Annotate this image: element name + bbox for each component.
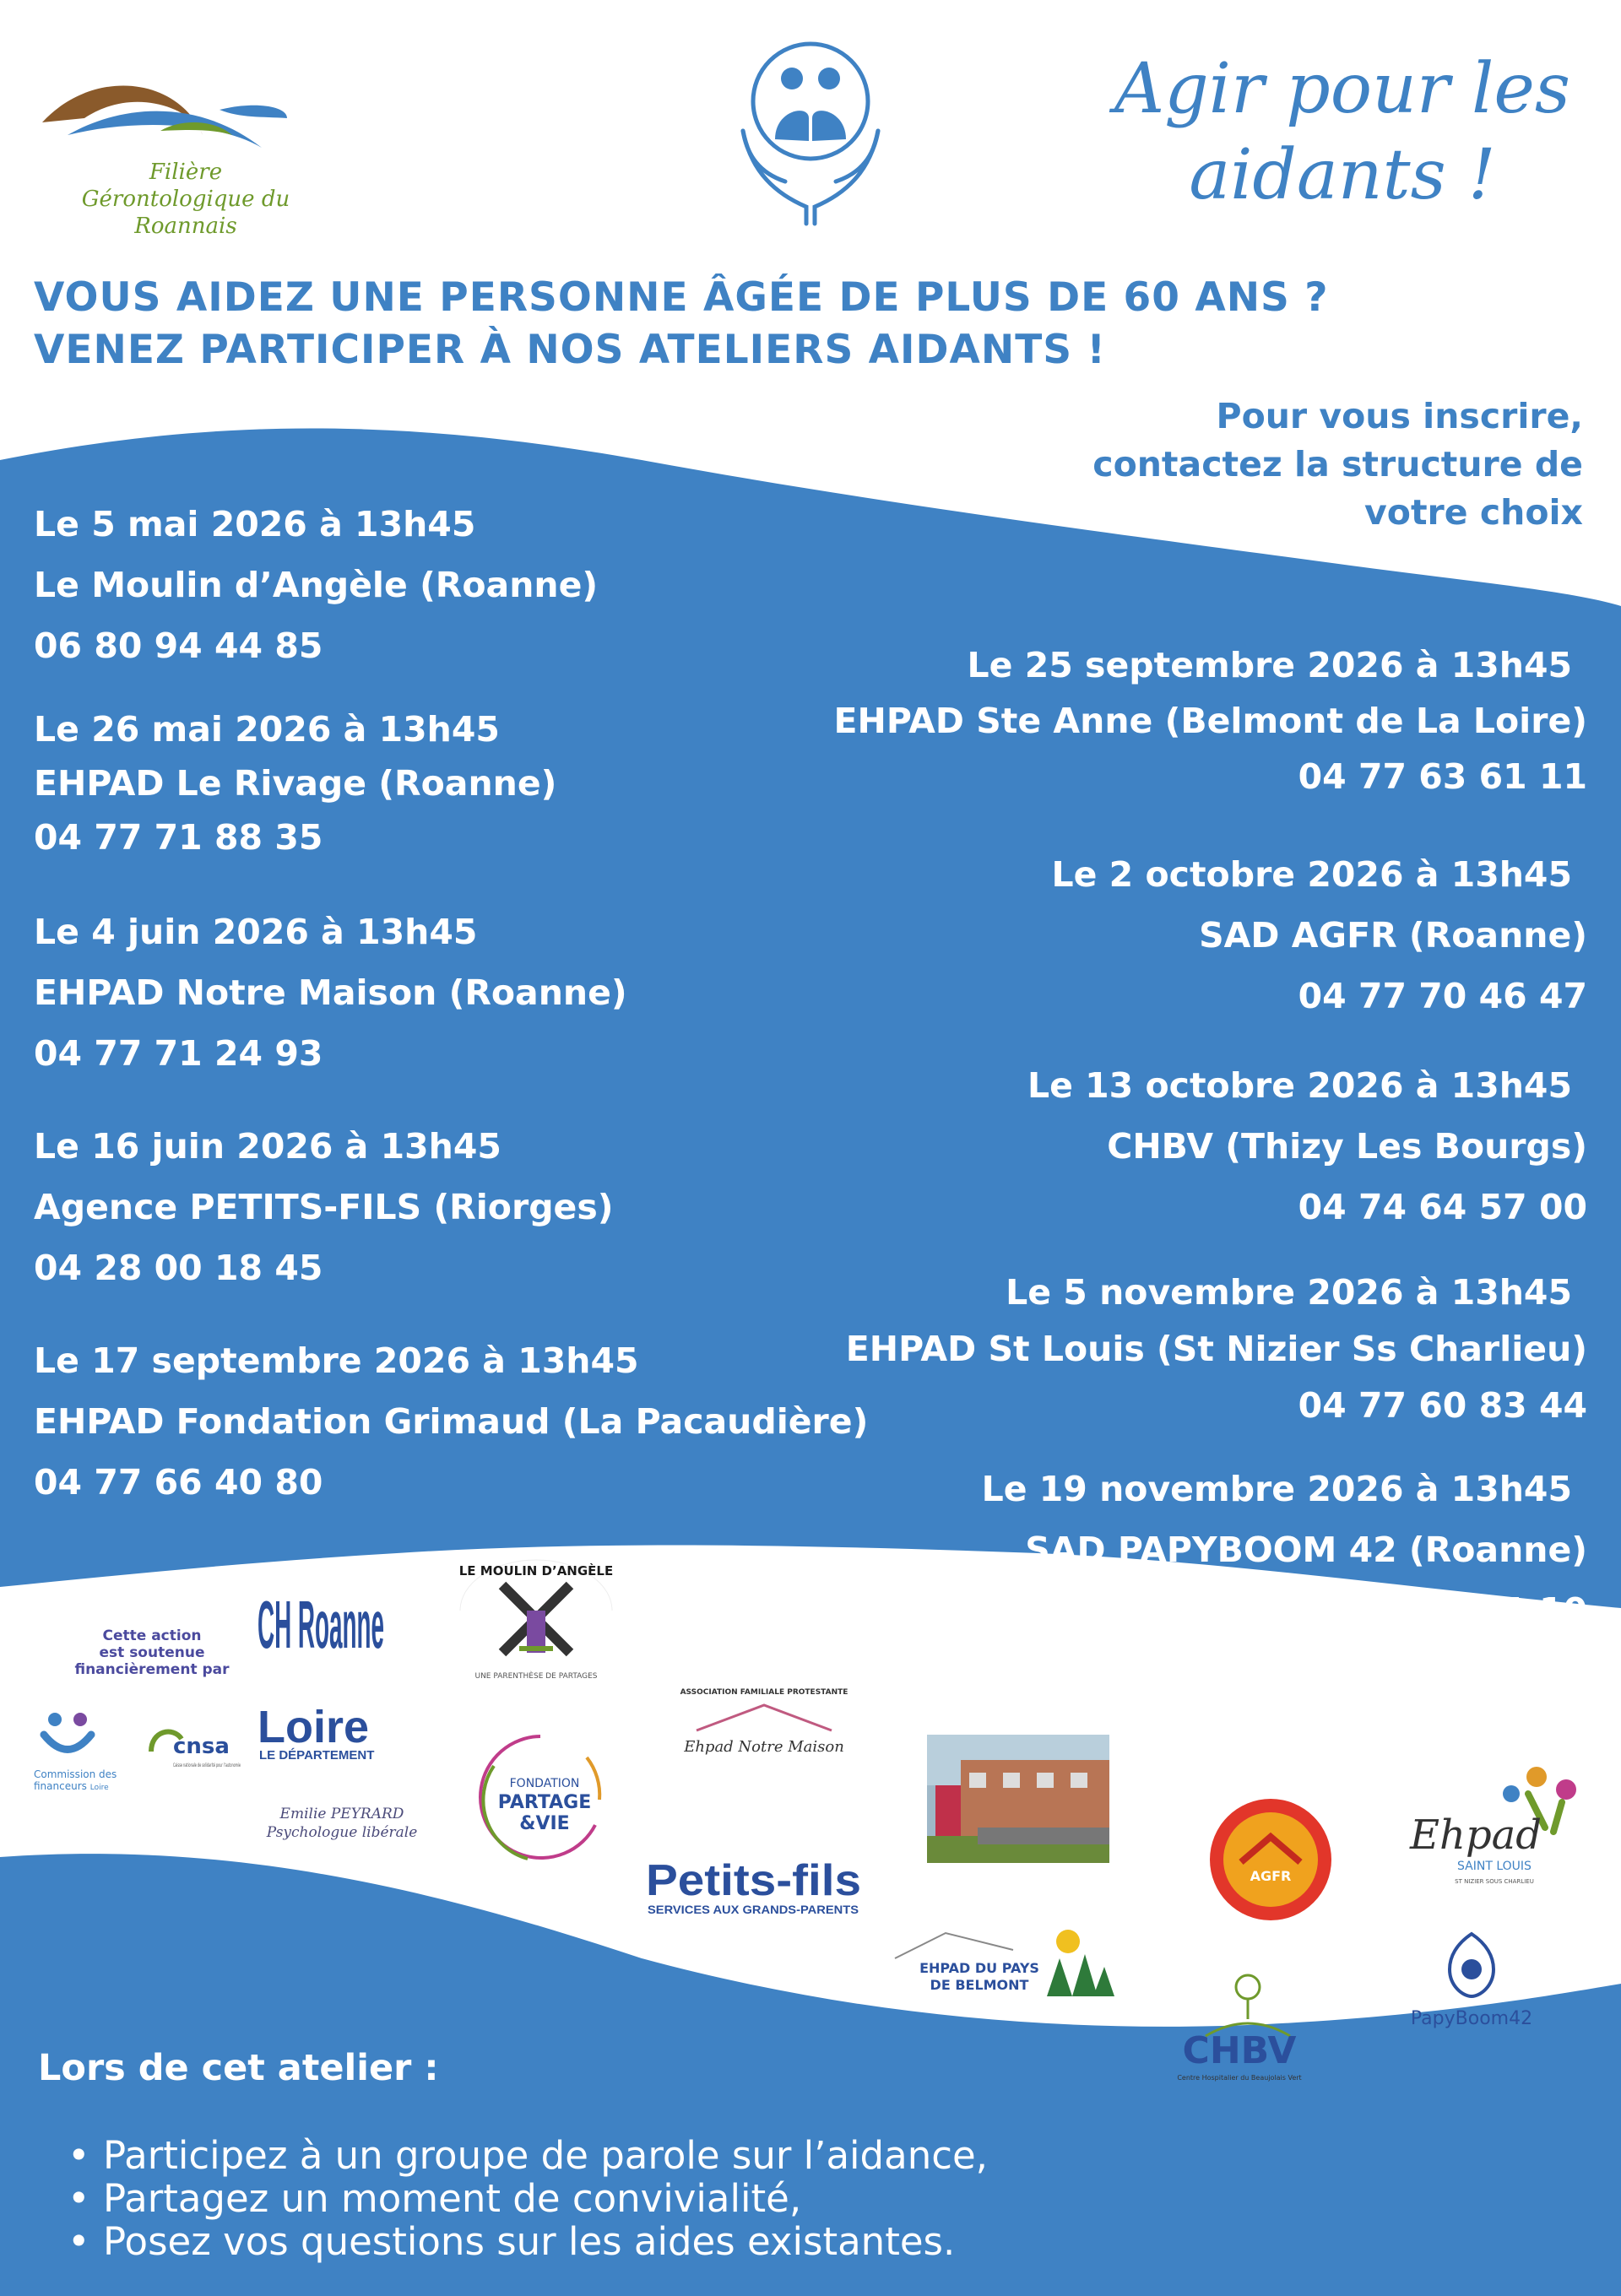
event-date: Le 26 mai 2026 à 13h45: [34, 709, 500, 750]
partage-line2: PARTAGE: [497, 1792, 592, 1813]
event-item: [743, 844, 1587, 1026]
list-item: [68, 2134, 988, 2177]
signup-line1: Pour vous inscrire,: [1216, 396, 1583, 436]
petitsfils-text: Petits-fils: [646, 1856, 861, 1905]
papyboom42-logo-icon: [1397, 1927, 1545, 2037]
stlouis-subtitle: SAINT LOUIS: [1457, 1860, 1532, 1873]
signup-instructions: [912, 393, 1583, 537]
event-date: Le 19 novembre 2026 à 13h45: [981, 1469, 1572, 1509]
petits-fils-logo-icon: [646, 1853, 865, 1920]
page-title-line2: aidants !: [1189, 135, 1496, 215]
papyboom-text: PapyBoom42: [1410, 2008, 1533, 2029]
organization-name: Filière Gérontologique du Roannais: [81, 160, 290, 239]
moulin-subtitle: UNE PARENTHÈSE DE PARTAGES: [474, 1672, 598, 1681]
event-place: EHPAD Fondation Grimaud (La Pacaudière): [34, 1401, 869, 1442]
event-date: Le 5 novembre 2026 à 13h45: [1006, 1272, 1572, 1313]
moulin-angele-logo-icon: [439, 1551, 633, 1687]
loire-departement-logo-icon: [258, 1702, 426, 1764]
event-phone: 04 77 60 83 44: [1298, 1385, 1587, 1426]
atelier-item-text: Partagez un moment de convivialité,: [103, 2176, 802, 2221]
agfr-logo-icon: [1203, 1796, 1338, 1923]
event-phone: 04 28 72 01 10: [1298, 1590, 1587, 1631]
event-place: SAD PAPYBOOM 42 (Roanne): [1025, 1530, 1587, 1570]
stlouis-subtitle2: ST NIZIER SOUS CHARLIEU: [1455, 1878, 1534, 1885]
cnsa-subtitle: Caisse nationale de solidarité pour l’autonomie: [173, 1763, 241, 1768]
event-phone: 04 77 66 40 80: [34, 1462, 323, 1503]
stlouis-text: Ehpad: [1410, 1811, 1542, 1859]
event-place: EHPAD Notre Maison (Roanne): [34, 972, 627, 1013]
nm-association: ASSOCIATION FAMILIALE PROTESTANTE: [680, 1688, 848, 1697]
event-phone: 04 77 71 24 93: [34, 1033, 323, 1074]
partage-line3: &VIE: [519, 1813, 570, 1834]
event-phone: 04 77 70 46 47: [1298, 976, 1587, 1016]
event-phone: 06 80 94 44 85: [34, 625, 323, 666]
event-place: EHPAD Ste Anne (Belmont de La Loire): [833, 701, 1587, 741]
fondation-partage-vie-logo-icon: [477, 1732, 604, 1867]
cnsa-text: cnsa: [173, 1734, 230, 1759]
belmont-line2: DE BELMONT: [930, 1977, 1029, 1993]
headline: [34, 272, 1469, 376]
event-date: Le 2 octobre 2026 à 13h45: [1051, 854, 1572, 895]
commission-sub: Loire: [89, 1784, 109, 1792]
list-item: [68, 2220, 988, 2263]
event-phone: 04 74 64 57 00: [1298, 1187, 1587, 1227]
agfr-text: AGFR: [1250, 1868, 1292, 1884]
event-item: [743, 1264, 1587, 1434]
nm-name: Ehpad Notre Maison: [684, 1738, 844, 1756]
funding-line2: est soutenue: [99, 1644, 205, 1661]
commission-financeurs-logo-icon: [34, 1701, 152, 1811]
event-place: Le Moulin d’Angèle (Roanne): [34, 565, 599, 605]
event-date: Le 16 juin 2026 à 13h45: [34, 1126, 501, 1167]
notre-maison-logo-icon: [663, 1684, 865, 1768]
emilie-name: Emilie PEYRARD: [279, 1806, 404, 1822]
petitsfils-subtitle: SERVICES AUX GRANDS-PARENTS: [648, 1903, 859, 1916]
partage-line1: FONDATION: [509, 1777, 580, 1790]
chbv-logo-icon: [1155, 1968, 1324, 2095]
ehpad-saint-louis-logo-icon: [1401, 1760, 1591, 1895]
event-place: Agence PETITS-FILS (Riorges): [34, 1187, 614, 1227]
signup-line3: votre choix: [1364, 492, 1583, 533]
commission-name: Commission des financeurs: [34, 1768, 117, 1792]
ehpad-building-photo: [927, 1735, 1109, 1863]
atelier-list: [68, 2134, 988, 2263]
event-place: EHPAD St Louis (St Nizier Ss Charlieu): [845, 1329, 1587, 1369]
event-place: CHBV (Thizy Les Bourgs): [1107, 1126, 1587, 1167]
chbv-subtitle: Centre Hospitalier du Beaujolais Vert: [1177, 2074, 1302, 2082]
event-place: EHPAD Le Rivage (Roanne): [34, 763, 557, 804]
atelier-item-text: Posez vos questions sur les aides existantes.: [103, 2219, 956, 2264]
signup-line2: contactez la structure de: [1092, 444, 1583, 485]
event-date: Le 5 mai 2026 à 13h45: [34, 504, 476, 544]
headline-line1: VOUS AIDEZ UNE PERSONNE ÂGÉE DE PLUS DE 60 ANS ?: [34, 274, 1329, 321]
event-date: Le 25 septembre 2026 à 13h45: [967, 645, 1572, 685]
chbv-text: CHBV: [1182, 2029, 1297, 2072]
event-date: Le 17 septembre 2026 à 13h45: [34, 1340, 639, 1381]
event-item: [743, 637, 1587, 804]
list-item: [68, 2177, 988, 2220]
emilie-title: Psychologue libérale: [266, 1824, 418, 1841]
funding-line1: Cette action: [102, 1627, 202, 1644]
atelier-title: Lors de cet atelier :: [38, 2047, 439, 2089]
cnsa-logo-icon: [148, 1718, 245, 1785]
ehpad-belmont-logo-icon: [878, 1920, 1123, 2009]
loire-subtitle: LE DÉPARTEMENT: [259, 1748, 375, 1763]
chr-roanne-logo-icon: [258, 1587, 418, 1680]
emilie-peyrard-logo: [253, 1805, 431, 1842]
headline-line2: VENEZ PARTICIPER À NOS ATELIERS AIDANTS !: [34, 327, 1106, 373]
event-item: [743, 1459, 1587, 1641]
moulin-title: LE MOULIN D’ANGÈLE: [458, 1563, 614, 1578]
chr-text: CH Roanne: [258, 1587, 384, 1662]
page-title-line1: Agir pour les: [1114, 49, 1570, 129]
event-place: SAD AGFR (Roanne): [1199, 915, 1587, 956]
event-phone: 04 28 00 18 45: [34, 1248, 323, 1288]
loire-text: Loire: [258, 1702, 370, 1752]
belmont-line1: EHPAD DU PAYS: [919, 1960, 1039, 1976]
funding-notice: [51, 1627, 253, 1678]
funding-line3: financièrement par: [74, 1661, 230, 1678]
event-phone: 04 77 71 88 35: [34, 817, 323, 858]
event-date: Le 13 octobre 2026 à 13h45: [1027, 1065, 1572, 1106]
atelier-item-text: Participez à un groupe de parole sur l’aidance,: [103, 2133, 988, 2178]
caregiver-hands-icon: [726, 38, 895, 232]
event-date: Le 4 juin 2026 à 13h45: [34, 912, 478, 952]
page-title: [1081, 46, 1604, 219]
event-item: [743, 1055, 1587, 1237]
event-phone: 04 77 63 61 11: [1298, 756, 1587, 797]
